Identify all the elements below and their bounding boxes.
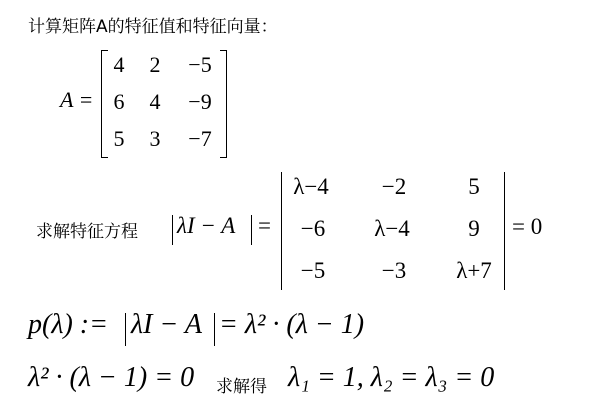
matrix-cell: 3 <box>149 126 161 151</box>
det-cell: 9 <box>468 216 480 241</box>
solution-equation: λ² · (λ − 1) = 0 <box>28 362 195 393</box>
matrix-cell: −5 <box>188 52 212 77</box>
det-bar-left <box>172 215 173 245</box>
matrix-cell: 4 <box>149 89 161 114</box>
solution-label: 求解得 <box>216 377 267 397</box>
poly-det-bar-left <box>125 313 126 346</box>
page-heading: 计算矩阵A的特征值和特征向量： <box>28 17 278 37</box>
matrix-cell: −9 <box>188 89 212 114</box>
poly-det-bar-right <box>214 313 215 346</box>
det-cell: λ−4 <box>374 216 410 241</box>
matrix-lhs: A = <box>60 87 94 112</box>
matrix-cell: 6 <box>113 89 125 114</box>
char-eq-label: 求解特征方程 <box>36 222 138 242</box>
det-cell: 5 <box>468 174 480 199</box>
eigenvalues-result: λ₁ = 1, λ₂ = λ₃ = 0 <box>288 362 495 393</box>
polynomial-rhs: = λ² · (λ − 1) <box>219 309 365 340</box>
det-cell: −3 <box>381 258 407 283</box>
det-expression: λI − A <box>177 213 236 238</box>
det-cell: λ−4 <box>293 174 329 199</box>
matrix-cell: 5 <box>113 126 125 151</box>
matrix-cell: 4 <box>113 52 125 77</box>
matrix-cell: 2 <box>149 52 161 77</box>
det-equals: = <box>258 213 271 238</box>
det-cell: −2 <box>381 174 407 199</box>
polynomial-det: λI − A <box>131 309 202 340</box>
det-cell: −5 <box>300 258 326 283</box>
det-matrix-bar-right <box>504 172 505 290</box>
matrix-cell: −7 <box>188 126 212 151</box>
polynomial-lhs: p(λ) := <box>28 309 108 340</box>
det-bar-right <box>251 215 252 245</box>
det-cell: −6 <box>300 216 326 241</box>
det-cell: λ+7 <box>456 258 492 283</box>
char-eq-rhs: = 0 <box>512 214 543 239</box>
